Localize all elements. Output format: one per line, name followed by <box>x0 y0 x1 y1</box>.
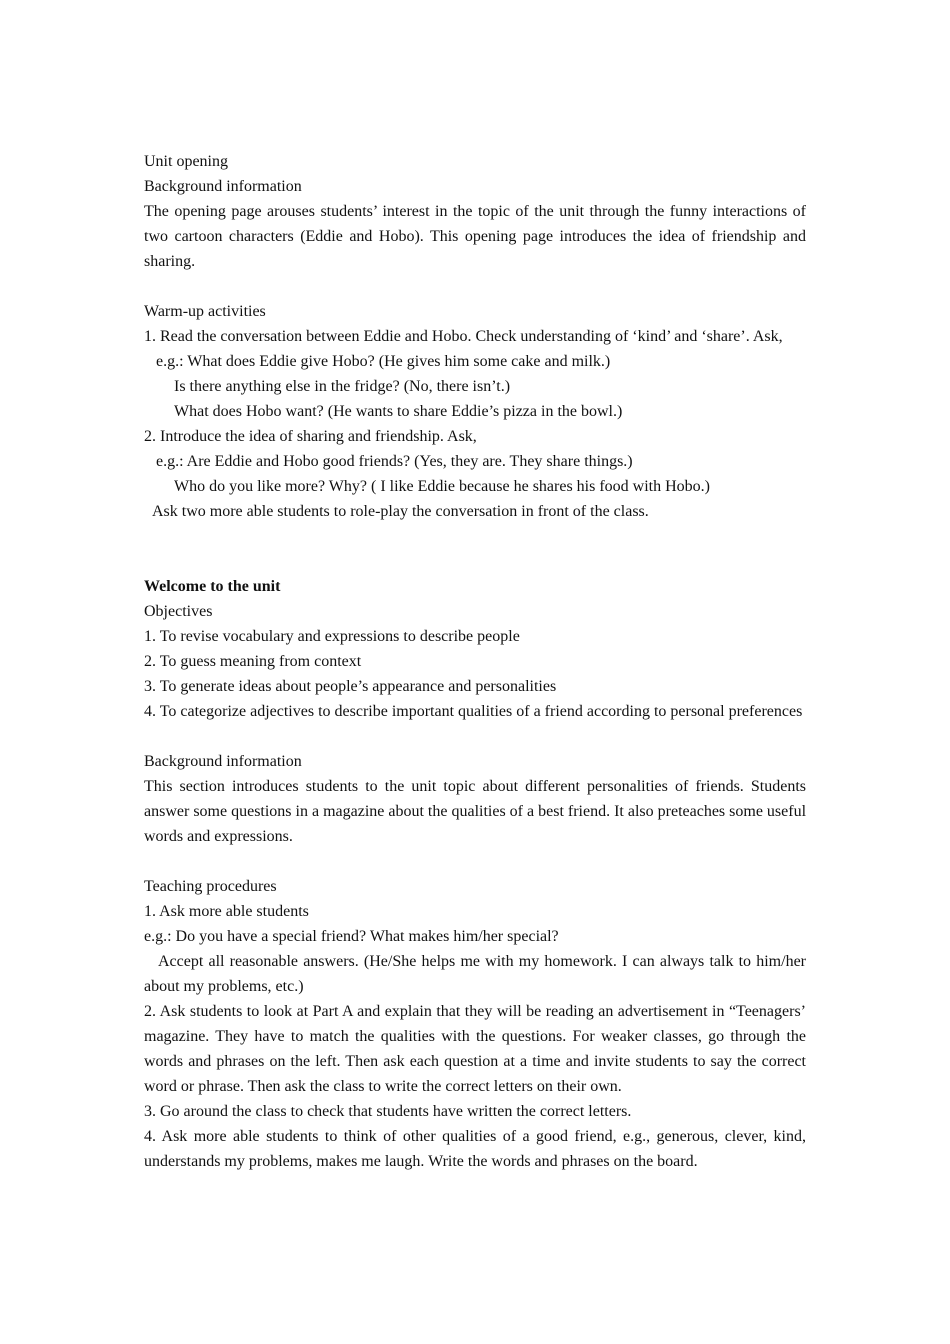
spacer <box>144 849 806 874</box>
spacer <box>144 274 806 299</box>
objective-item: 4. To categorize adjectives to describe important qualities of a friend according to personal preferences <box>144 703 803 720</box>
warmup-role-play-note: Ask two more able students to role-play the conversation in front of the class. <box>152 503 649 520</box>
document-page <box>144 149 806 1174</box>
procedure-item-1-example: e.g.: Do you have a special friend? What makes him/her special? <box>144 928 559 945</box>
unit-opening-heading: Unit opening <box>144 153 228 170</box>
welcome-background-heading: Background information <box>144 753 302 770</box>
objectives-heading: Objectives <box>144 603 213 620</box>
procedure-item-4: 4. Ask more able students to think of other qualities of a good friend, e.g., generous, clever, kind, understands my problems, makes me laugh. Write the words and phrases on the board. <box>144 1128 806 1170</box>
warmup-item-1-example-3: What does Hobo want? (He wants to share Eddie’s pizza in the bowl.) <box>174 403 623 420</box>
warmup-item-1-example-2: Is there anything else in the fridge? (No, there isn’t.) <box>174 378 511 395</box>
warmup-item-1: 1. Read the conversation between Eddie and Hobo. Check understanding of ‘kind’ and ‘share’. Ask, <box>144 328 783 345</box>
procedure-item-3: 3. Go around the class to check that students have written the correct letters. <box>144 1103 632 1120</box>
procedures-heading: Teaching procedures <box>144 878 277 895</box>
background-info-heading: Background information <box>144 178 302 195</box>
objective-item: 2. To guess meaning from context <box>144 653 362 670</box>
procedure-item-2: 2. Ask students to look at Part A and explain that they will be reading an advertisement in “Teenagers’ magazine. They have to match the qualities with the questions. For weaker classes, go through the words and phrases on the left. Then ask each question at a time and invite students to say the correct word or phrase. Then ask the class to write the correct letters on their own. <box>144 1003 806 1095</box>
warmup-heading: Warm-up activities <box>144 303 266 320</box>
objective-item: 3. To generate ideas about people’s appearance and personalities <box>144 678 557 695</box>
procedure-item-1: 1. Ask more able students <box>144 903 309 920</box>
objective-item: 1. To revise vocabulary and expressions to describe people <box>144 628 520 645</box>
spacer <box>144 724 806 749</box>
warmup-item-1-example-1: e.g.: What does Eddie give Hobo? (He gives him some cake and milk.) <box>156 353 611 370</box>
warmup-item-2-example-1: e.g.: Are Eddie and Hobo good friends? (Yes, they are. They share things.) <box>156 453 633 470</box>
warmup-item-2-example-2: Who do you like more? Why? ( I like Eddie because he shares his food with Hobo.) <box>174 478 710 495</box>
background-info-text: The opening page arouses students’ interest in the topic of the unit through the funny interactions of two cartoon characters (Eddie and Hobo). This opening page introduces the idea of friendship and sharing. <box>144 203 806 270</box>
spacer <box>144 524 806 574</box>
procedure-item-1-accept: Accept all reasonable answers. (He/She helps me with my homework. I can always talk to him/her about my problems, etc.) <box>144 953 806 995</box>
welcome-heading: Welcome to the unit <box>144 578 281 595</box>
welcome-background-text: This section introduces students to the unit topic about different personalities of friends. Students answer some questions in a magazine about the qualities of a best friend. It also preteaches some useful words and expressions. <box>144 778 807 845</box>
warmup-item-2: 2. Introduce the idea of sharing and friendship. Ask, <box>144 428 477 445</box>
